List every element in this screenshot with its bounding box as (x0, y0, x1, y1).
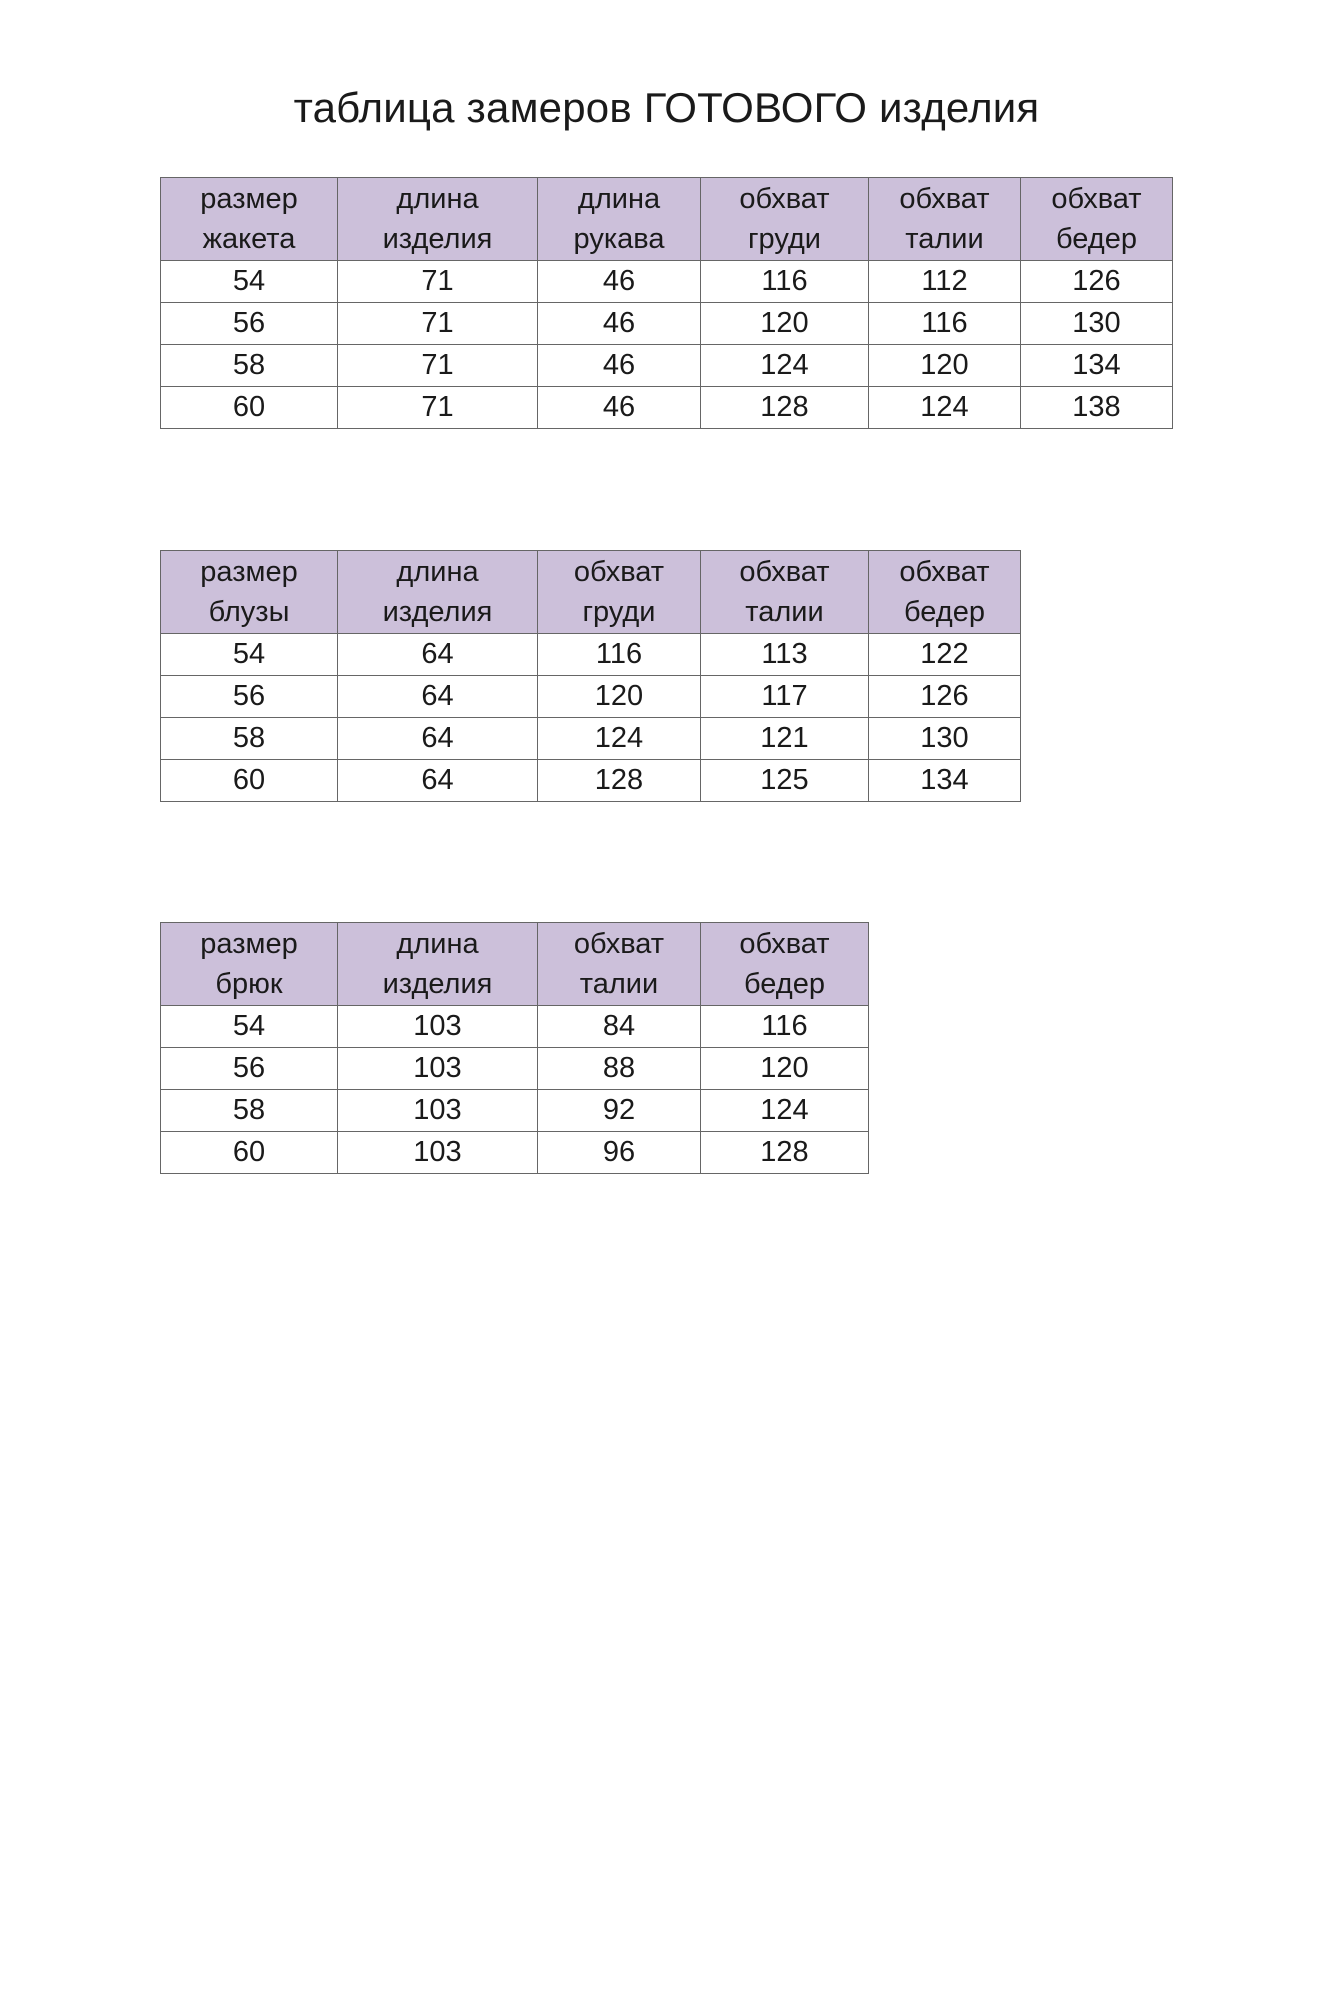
table-cell: 134 (869, 760, 1021, 802)
table-cell: 71 (338, 387, 538, 429)
table-cell: 84 (538, 1006, 701, 1048)
column-header-hips: обхват бедер (701, 923, 869, 1006)
table-cell: 120 (701, 303, 869, 345)
table-cell: 116 (701, 261, 869, 303)
table-cell: 64 (338, 676, 538, 718)
table-cell: 116 (869, 303, 1021, 345)
table-cell: 71 (338, 345, 538, 387)
table-cell: 92 (538, 1090, 701, 1132)
table-cell: 138 (1021, 387, 1173, 429)
table-cell: 103 (338, 1048, 538, 1090)
table-cell: 54 (161, 1006, 338, 1048)
table-cell: 56 (161, 303, 338, 345)
table-row (161, 303, 1173, 345)
table-cell: 124 (538, 718, 701, 760)
table-row (161, 1006, 869, 1048)
table-row (161, 261, 1173, 303)
table-cell: 54 (161, 634, 338, 676)
column-header-waist: обхват талии (538, 923, 701, 1006)
page-title: таблица замеров ГОТОВОГО изделия (293, 84, 1040, 131)
table-cell: 71 (338, 303, 538, 345)
table-cell: 64 (338, 634, 538, 676)
column-header-waist: обхват талии (701, 551, 869, 634)
table-row (161, 387, 1173, 429)
table-cell: 46 (538, 303, 701, 345)
column-header-sleeve: длина рукава (538, 178, 701, 261)
table-row (161, 718, 1021, 760)
table-cell: 46 (538, 345, 701, 387)
column-header-hips: обхват бедер (869, 551, 1021, 634)
column-header-size: размер жакета (161, 178, 338, 261)
column-header-chest: обхват груди (701, 178, 869, 261)
table-cell: 60 (161, 387, 338, 429)
table-cell: 128 (701, 387, 869, 429)
table-cell: 60 (161, 760, 338, 802)
table-cell: 116 (538, 634, 701, 676)
table-cell: 128 (538, 760, 701, 802)
table-cell: 120 (869, 345, 1021, 387)
table-cell: 120 (701, 1048, 869, 1090)
blouse-size-table (160, 550, 1021, 802)
table-cell: 122 (869, 634, 1021, 676)
table-row (161, 1132, 869, 1174)
table-cell: 103 (338, 1006, 538, 1048)
table-cell: 124 (701, 345, 869, 387)
table-cell: 134 (1021, 345, 1173, 387)
column-header-hips: обхват бедер (1021, 178, 1173, 261)
table-cell: 126 (1021, 261, 1173, 303)
table-cell: 124 (869, 387, 1021, 429)
table-cell: 103 (338, 1090, 538, 1132)
table-cell: 46 (538, 387, 701, 429)
table-cell: 128 (701, 1132, 869, 1174)
table-cell: 58 (161, 1090, 338, 1132)
table-cell: 120 (538, 676, 701, 718)
table-cell: 58 (161, 718, 338, 760)
table-cell: 58 (161, 345, 338, 387)
table-cell: 117 (701, 676, 869, 718)
table-cell: 113 (701, 634, 869, 676)
table-cell: 64 (338, 718, 538, 760)
column-header-length: длина изделия (338, 923, 538, 1006)
table-row (161, 345, 1173, 387)
pants-size-table (160, 922, 869, 1174)
table-row (161, 634, 1021, 676)
table-cell: 46 (538, 261, 701, 303)
table-header-row (161, 923, 869, 1006)
column-header-size: размер брюк (161, 923, 338, 1006)
table-header-row (161, 178, 1173, 261)
table-cell: 56 (161, 1048, 338, 1090)
table-cell: 103 (338, 1132, 538, 1174)
table-row (161, 760, 1021, 802)
table-cell: 130 (1021, 303, 1173, 345)
table-cell: 112 (869, 261, 1021, 303)
table-cell: 54 (161, 261, 338, 303)
table-header-row (161, 551, 1021, 634)
table-row (161, 1048, 869, 1090)
table-cell: 121 (701, 718, 869, 760)
column-header-chest: обхват груди (538, 551, 701, 634)
column-header-waist: обхват талии (869, 178, 1021, 261)
table-row (161, 676, 1021, 718)
table-cell: 96 (538, 1132, 701, 1174)
table-cell: 130 (869, 718, 1021, 760)
table-cell: 60 (161, 1132, 338, 1174)
table-cell: 124 (701, 1090, 869, 1132)
table-row (161, 1090, 869, 1132)
column-header-length: длина изделия (338, 551, 538, 634)
table-cell: 116 (701, 1006, 869, 1048)
column-header-length: длина изделия (338, 178, 538, 261)
column-header-size: размер блузы (161, 551, 338, 634)
table-cell: 125 (701, 760, 869, 802)
table-cell: 126 (869, 676, 1021, 718)
table-cell: 71 (338, 261, 538, 303)
table-cell: 56 (161, 676, 338, 718)
table-cell: 88 (538, 1048, 701, 1090)
jacket-size-table (160, 177, 1173, 429)
table-cell: 64 (338, 760, 538, 802)
